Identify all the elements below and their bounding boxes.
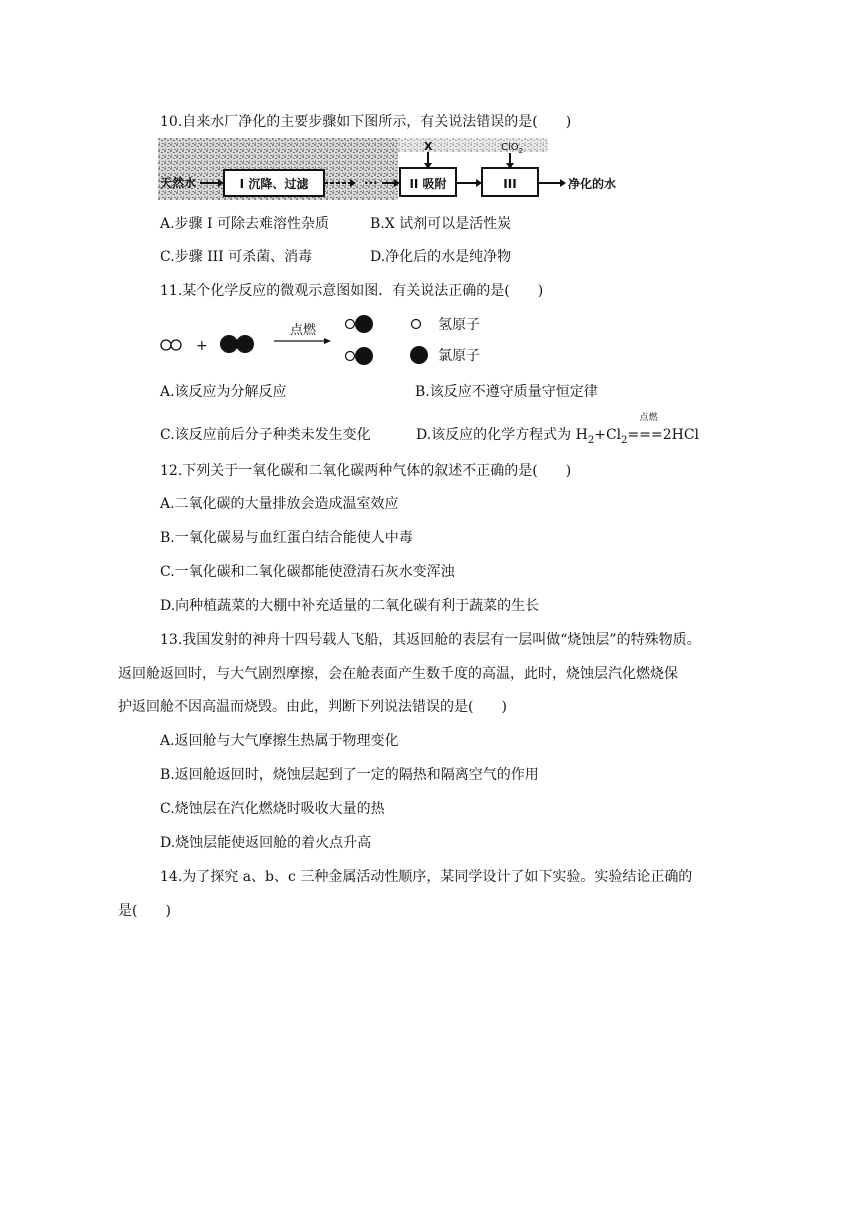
q11-option-a: A.该反应为分解反应 [160,384,287,400]
cl-atom [236,335,254,353]
arrow-4-head [560,179,566,187]
h-atom [161,340,171,350]
q11-stem: 11.某个化学反应的微观示意图如图．有关说法正确的是( ) [160,283,544,299]
q14-stem-line2: 是( ) [118,903,171,919]
plus-sign: + [196,338,208,354]
reaction-condition: 点燃 [289,323,317,338]
q12-option-c: C.一氧化碳和二氧化碳都能使澄清石灰水变浑浊 [160,564,455,580]
dots: ··· [364,176,378,190]
legend-cl-label: 氯原子 [438,348,480,364]
step1-label: I 沉降、过滤 [239,177,309,191]
q12-option-b: B.一氧化碳易与血红蛋白结合能使人中毒 [160,530,413,546]
equation-condition: 点燃 [639,413,658,423]
reagent-clo2: ClO$_2$ [501,142,524,155]
h-atom [346,320,355,329]
q12-option-a: A.二氧化碳的大量排放会造成温室效应 [160,496,399,512]
legend-h-atom [412,320,421,329]
q10-stem: 10.自来水厂净化的主要步骤如下图所示，有关说法错误的是( ) [160,114,572,130]
q11-option-b: B.该反应不遵守质量守恒定律 [415,384,598,400]
h-atom [171,340,181,350]
q13-stem-line2: 返回舱返回时，与大气剧烈摩擦，会在舱表面产生数千度的高温，此时，烧蚀层汽化燃烧保 [118,666,678,682]
legend-cl-atom [410,346,428,364]
q12-stem: 12.下列关于一氧化碳和二氧化碳两种气体的叙述不正确的是( ) [160,463,572,479]
q14-stem-line1: 14.为了探究 a、b、c 三种金属活动性顺序，某同学设计了如下实验。实验结论正确的 [160,869,693,885]
cl-atom [355,315,373,333]
reaction-arrow-head [324,338,331,344]
q12-option-d: D.向种植蔬菜的大棚中补充适量的二氧化碳有利于蔬菜的生长 [160,598,540,614]
reagent-x: X [424,140,433,153]
q13-option-c: C.烧蚀层在汽化燃烧时吸收大量的热 [160,801,385,817]
step2-label: II 吸附 [409,177,447,191]
q13-option-a: A.返回舱与大气摩擦生热属于物理变化 [160,733,399,749]
q11-option-d: D.该反应的化学方程式为 $H_2+Cl_2$ 点燃 ===2HCl [416,413,700,446]
output-label: 净化的水 [568,177,617,191]
legend-h-label: 氢原子 [438,317,480,333]
q10-option-a: A.步骤 I 可除去难溶性杂质 [160,216,329,232]
q11-option-c: C.该反应前后分子种类未发生变化 [160,427,371,443]
h-atom [346,352,355,361]
noise-strip [398,138,548,152]
cl-atom [355,347,373,365]
q13-option-b: B.返回舱返回时，烧蚀层起到了一定的隔热和隔离空气的作用 [160,767,539,783]
input-label: 天然水 [160,176,197,190]
q13-stem-line1: 13.我国发射的神舟十四号载人飞船，其返回舱的表层有一层叫做“烧蚀层”的特殊物质。 [160,632,701,648]
step3-label: III [503,177,517,191]
q13-option-d: D.烧蚀层能使返回舱的着火点升高 [160,835,372,851]
water-purification-diagram [158,138,636,200]
cl-atom [220,335,238,353]
reaction-diagram [158,312,498,370]
q10-option-d: D.净化后的水是纯净物 [370,249,512,265]
q13-stem-line3: 护返回舱不因高温而烧毁。由此，判断下列说法错误的是( ) [118,699,507,715]
equation-sign: 点燃 ===2HCl [627,413,700,443]
q10-option-b: B.X 试剂可以是活性炭 [370,216,512,232]
q10-option-c: C.步骤 III 可杀菌、消毒 [160,249,313,265]
